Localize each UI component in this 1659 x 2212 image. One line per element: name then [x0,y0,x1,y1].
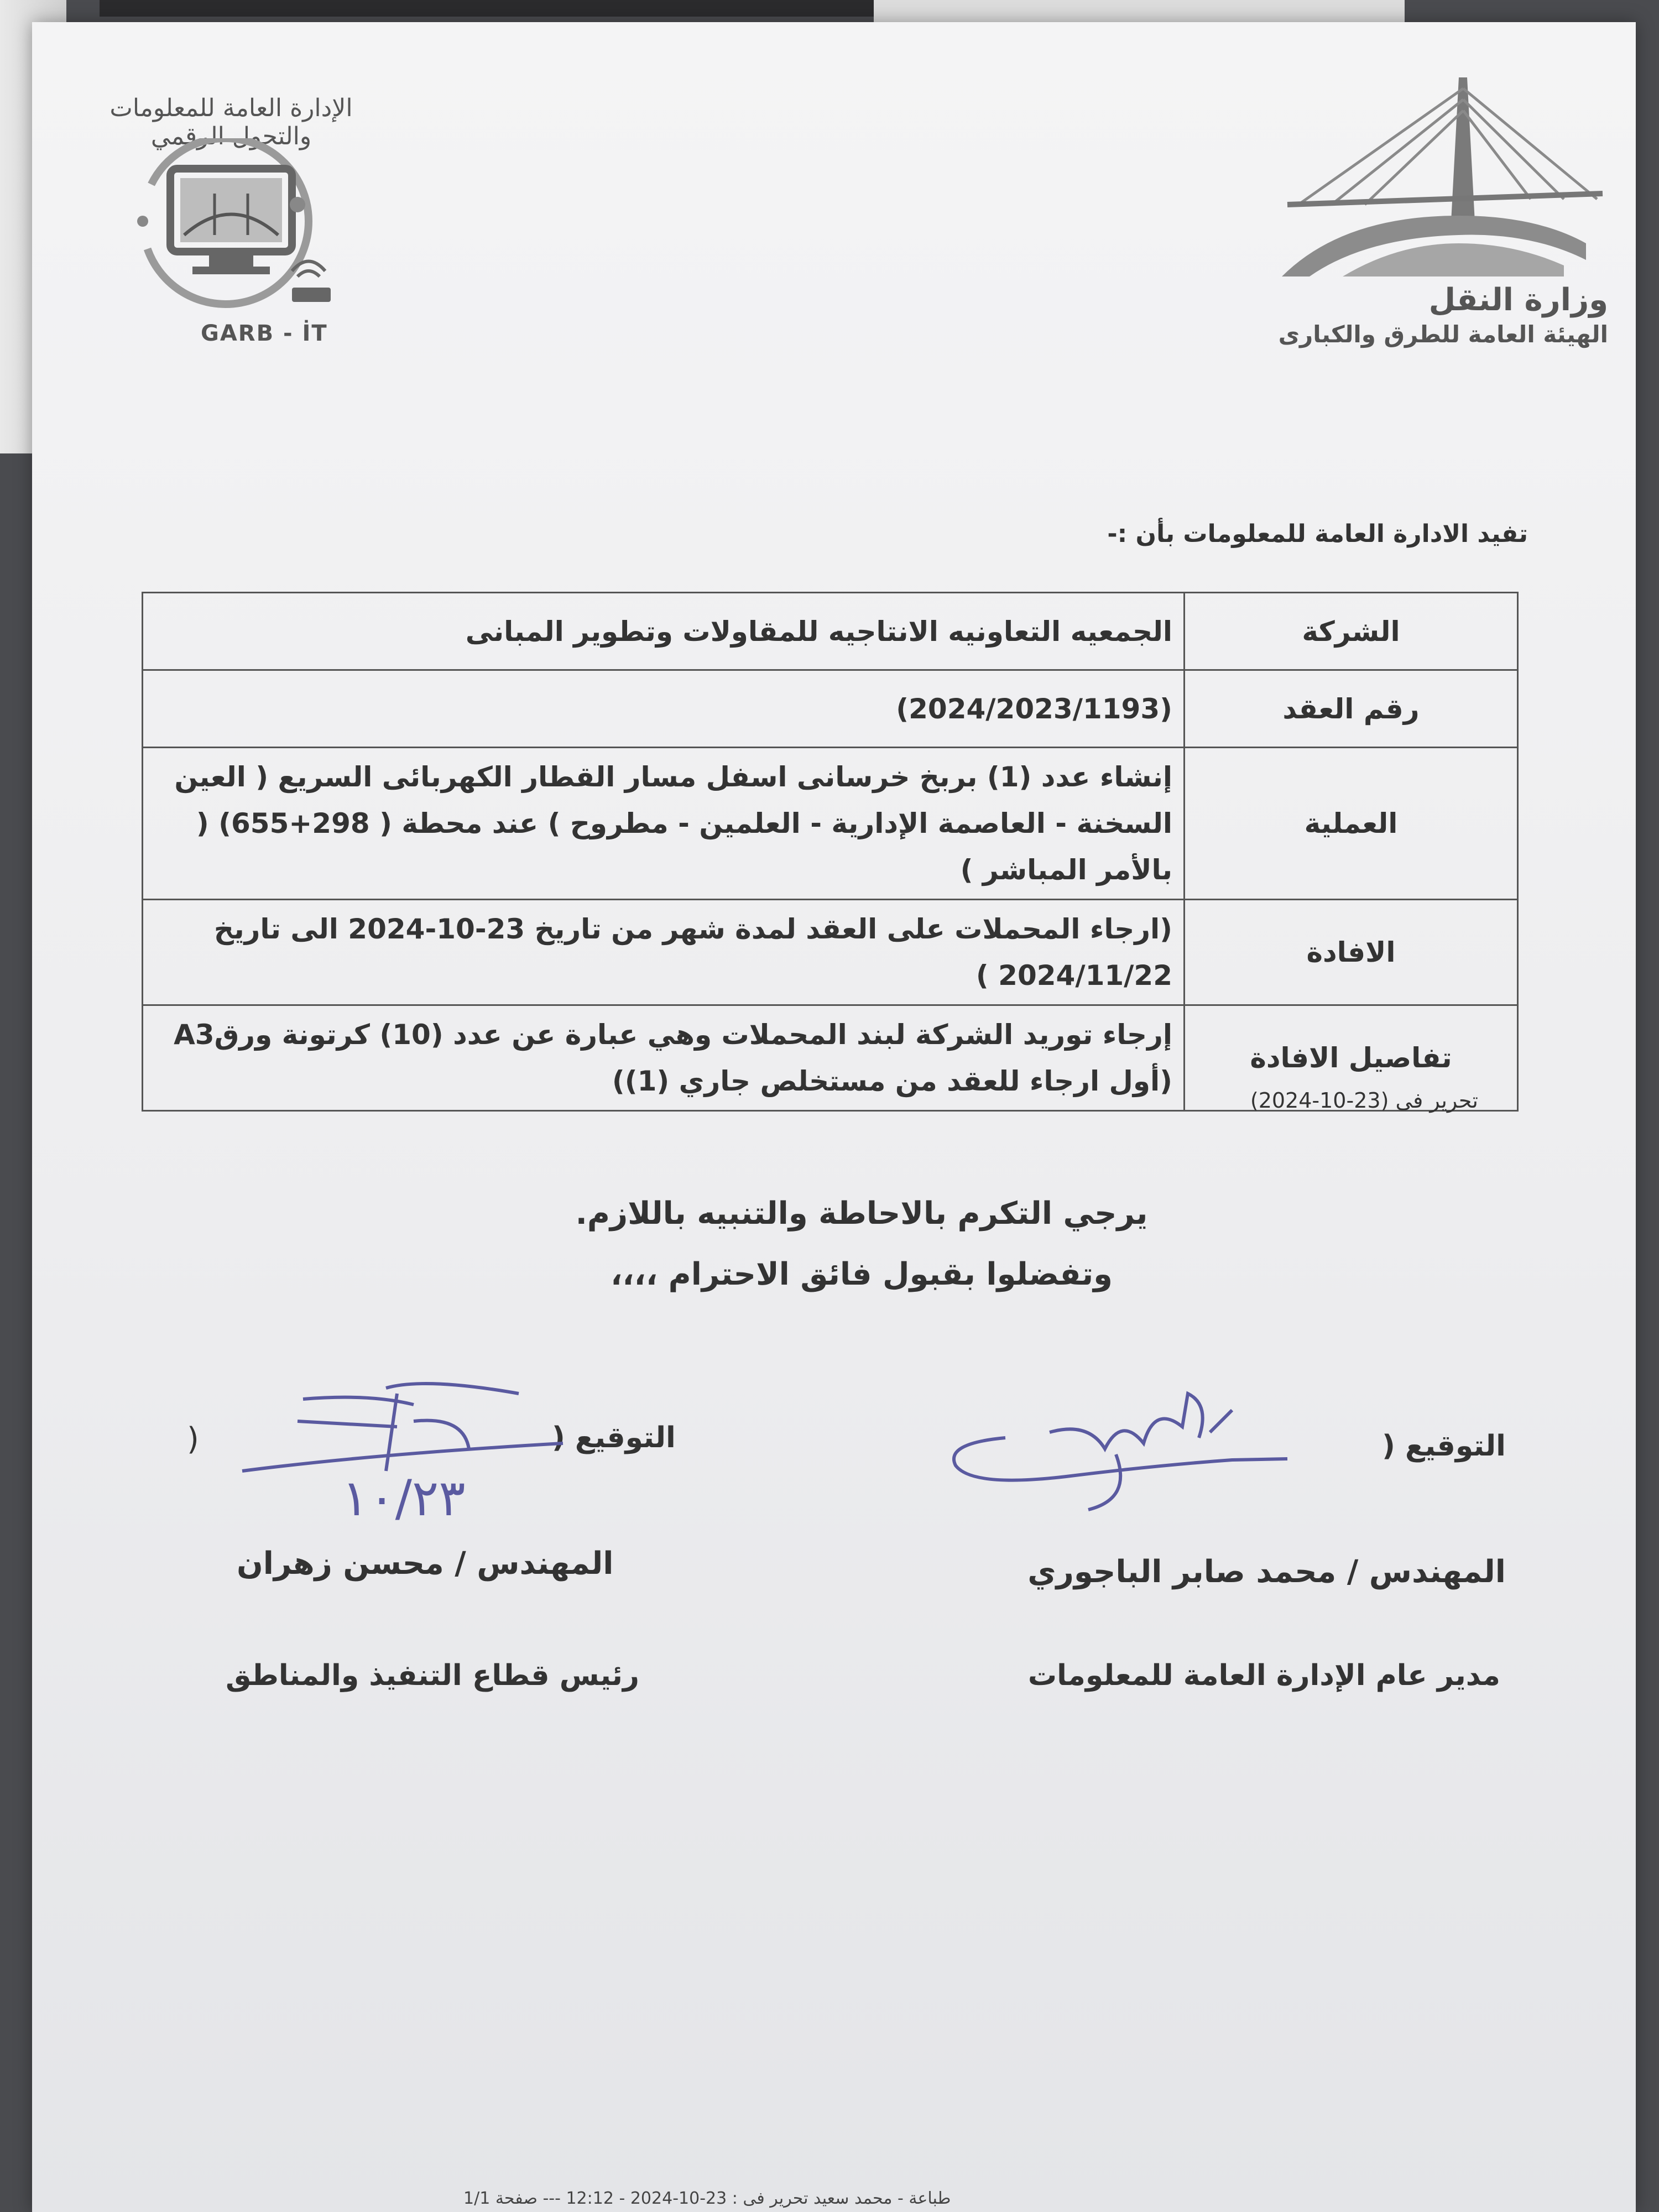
closing-line-2: وتفضلوا بقبول فائق الاحترام ،،،، [611,1256,1113,1292]
left-signer-title: رئيس قطاع التنفيذ والمناطق [226,1659,639,1692]
background-paper-top [100,0,984,17]
row-value-operation: إنشاء عدد (1) بربخ خرسانى اسفل مسار القطار الكهربائى السريع ( العين السخنة - العاصمة الإدارية - العلمين - مطروح ) عند محطة ( 298+655) ( بالأمر المباشر ) [143,748,1185,900]
row-label-company: الشركة [1185,593,1518,670]
left-signer-name: المهندس / محسن زهران [237,1546,614,1582]
row-label-contract-number: رقم العقد [1185,670,1518,748]
garb-it-label: GARB - İT [201,321,328,346]
left-handwritten-signature [231,1360,618,1526]
row-value-company: الجمعيه التعاونيه الانتاجيه للمقاولات وتطوير المبانى [143,593,1185,670]
print-footer: طباعة - محمد سعيد تحرير فى : 23-10-2024 - 12:12 --- صفحة 1/1 [463,2189,951,2208]
table-row [143,593,1518,670]
document-page [32,22,1636,2212]
ministry-name: وزارة النقل [1428,282,1608,318]
row-label-notice-details: تفاصيل الافادة [1185,1005,1518,1111]
bridge-road-icon [1276,77,1608,276]
right-signature-label: التوقيع ( [1382,1430,1506,1463]
right-handwritten-signature [922,1371,1343,1515]
authority-name: الهيئة العامة للطرق والكبارى [1278,321,1608,348]
ministry-logo [1249,77,1625,376]
closing-text [530,1183,1193,1305]
computer-bridge-icon [109,138,353,315]
it-department-name: الإدارة العامة للمعلومات والتحول الرقمي [109,94,353,150]
row-label-notice: الافادة [1185,900,1518,1005]
table-row [143,670,1518,748]
row-label-operation: العملية [1185,748,1518,900]
issue-date: تحرير فى (23-10-2024) [1250,1088,1478,1113]
left-signature-label: التوقيع ( [552,1421,676,1454]
table-row [143,900,1518,1005]
details-table [142,592,1519,1112]
it-department-logo [76,72,386,348]
row-value-notice: (ارجاء المحملات على العقد لمدة شهر من تاريخ 23-10-2024 الى تاريخ 2024/11/22 ) [143,900,1185,1005]
closing-line-1: يرجي التكرم بالاحاطة والتنبيه باللازم. [575,1196,1148,1232]
right-signer-title: مدير عام الإدارة العامة للمعلومات [1027,1659,1500,1692]
right-signer-name: المهندس / محمد صابر الباجوري [1027,1554,1506,1590]
row-value-notice-details: إرجاء توريد الشركة لبند المحملات وهي عبارة عن عدد (10) كرتونة ورقA3 (أول ارجاء للعقد من مستخلص جاري (1)) [143,1005,1185,1111]
table-row [143,748,1518,900]
row-value-contract-number: (2024/2023/1193) [143,670,1185,748]
left-signature-close-paren: ) [187,1421,199,1457]
handwritten-date-mark: ۱۰/۲۳ [342,1469,466,1526]
intro-text: تفيد الادارة العامة للمعلومات بأن :- [1107,520,1528,548]
